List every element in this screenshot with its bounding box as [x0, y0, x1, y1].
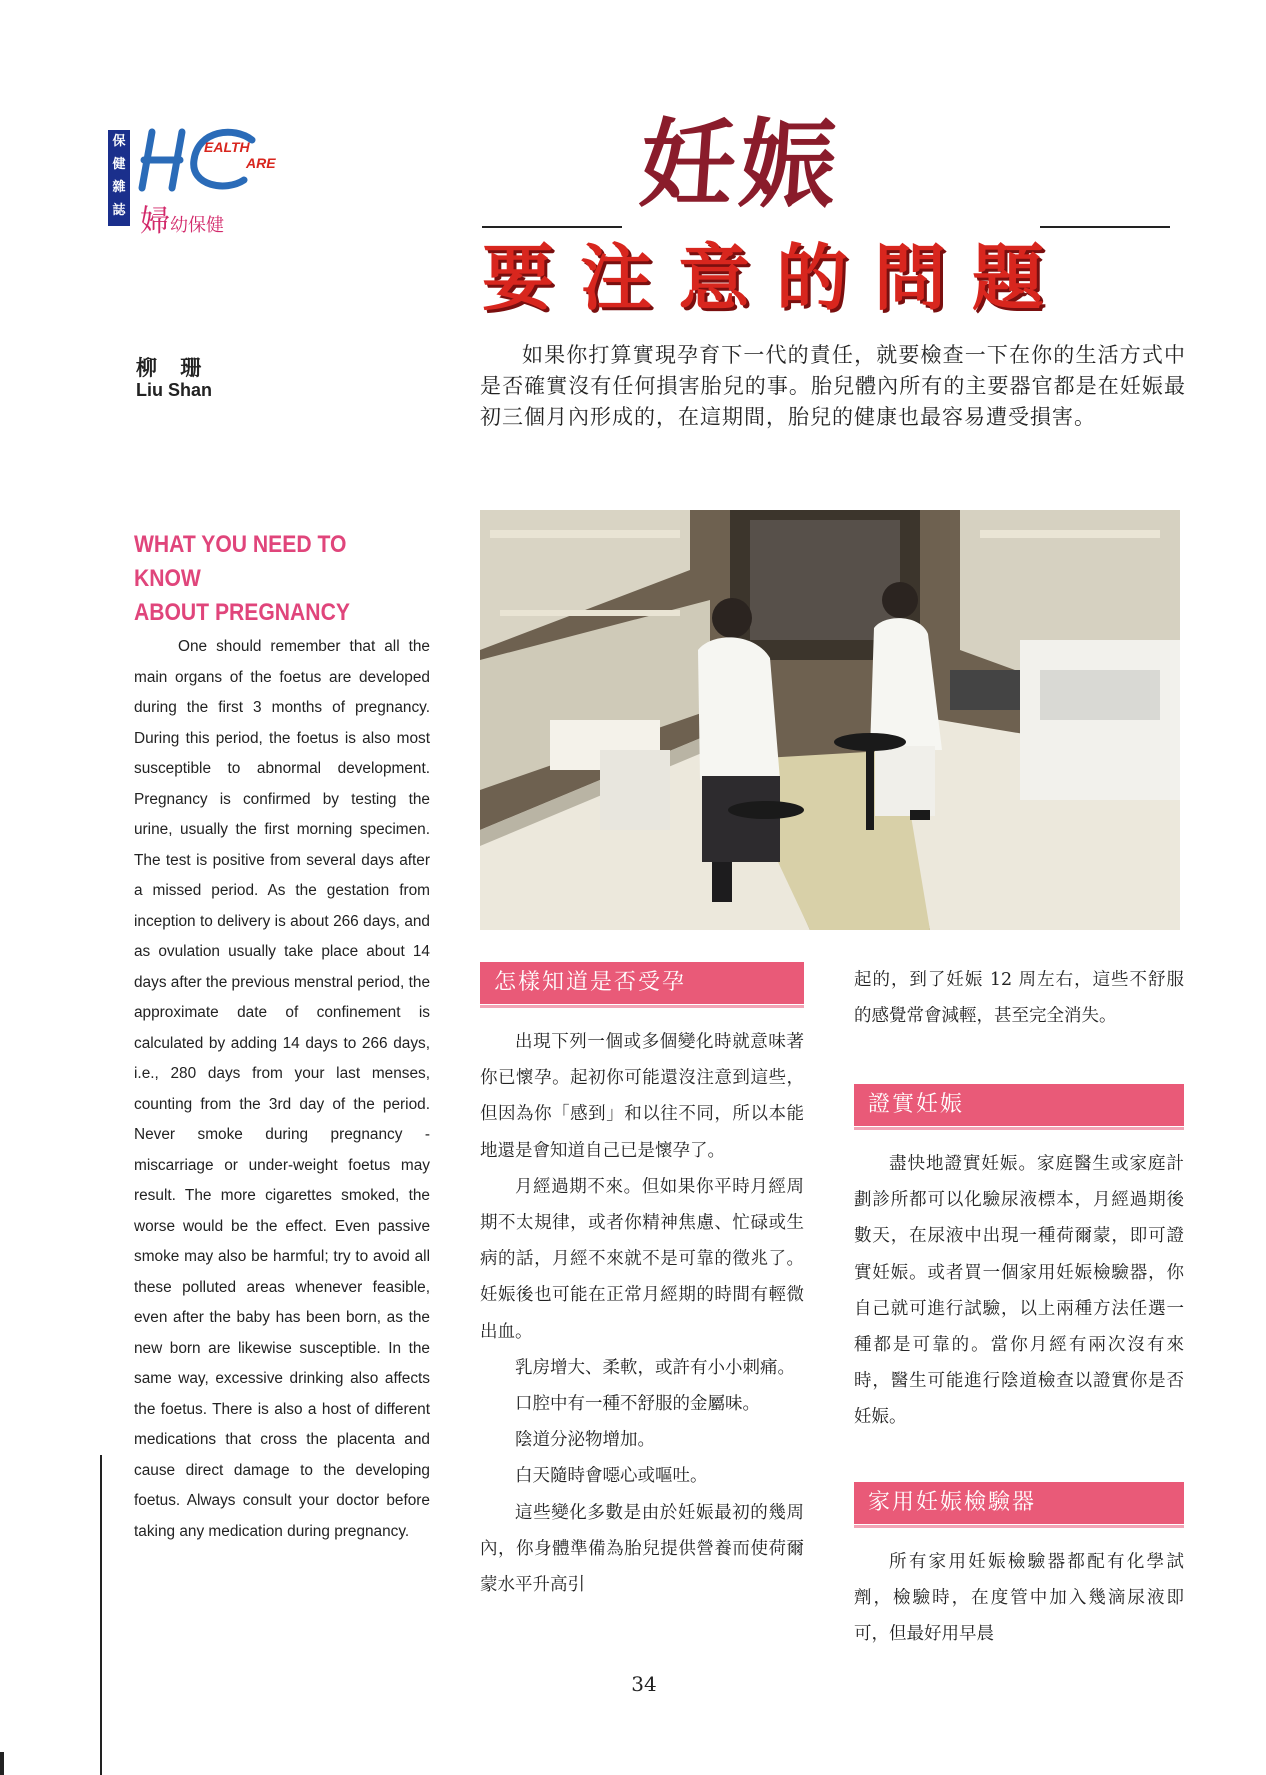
- laboratory-photo: [480, 510, 1180, 930]
- section-how-to-know-body: 出現下列一個或多個變化時就意味著你已懷孕。起初你可能還沒注意到這些，但因為你「感到」和以往不同，所以本能地還是會知道自己已是懷孕了。 月經過期不來。但如果你平時月經周期不太規律，或者你精神焦慮、忙碌或生病的話，月經不來就不是可靠的徵兆了。妊娠後也可能在正常月經期的時間有輕微出血。 乳房增大、柔軟，或許有小小刺痛。 口腔中有一種不舒服的金屬味。 陰道分泌物增加。 白天隨時會噁心或嘔吐。 這些變化多數是由於妊娠最初的幾周內，你身體準備為胎兒提供營養而使荷爾蒙水平升高引: [480, 1032, 804, 1596]
- section-heading-home-test-kit: 家用妊娠檢驗器: [854, 1482, 1184, 1524]
- english-article-body: One should remember that all the main organs of the foetus are developed during the first 3 months of pregnancy. During this period, the foetus is also most susceptible to abnormal development. Pregnancy is confirmed by testing the urine, usually the first morning specimen. The test is positive from several days after a missed period. As the gestation from inception to delivery is about 266 days, and as ovulation usually take place about 14 days after the previous menstral period, the approximate date of confinement is calculated by adding 14 days to 266 days, i.e., 280 days from your last menses, counting from the 3rd day of the period. Never smoke during pregnancy - miscarriage or under-weight foetus may result. The more cigarettes smoked, the worse would be the effect. Even passive smoke may also be harmful; try to avoid all these polluted areas whenever feasible, even after the baby has been born, as the new born are likewise susceptible. In the same way, excessive drinking also affects the foetus. There is also a host of different medications that cross the placenta and cause direct damage to the developing foetus. Always consult your doctor before taking any medication during pregnancy.: [134, 638, 430, 1540]
- main-title: 妊娠: [636, 108, 844, 221]
- title-rule-right: [1040, 226, 1170, 228]
- section-heading-confirm-pregnancy: 證實妊娠: [854, 1084, 1184, 1126]
- crop-mark: [0, 1752, 4, 1775]
- margin-rule: [100, 1455, 102, 1775]
- page-number: 34: [631, 1672, 657, 1696]
- svg-text:EALTH: EALTH: [204, 139, 250, 155]
- section-label: 婦幼保健: [140, 204, 224, 239]
- english-heading: WHAT YOU NEED TO KNOW ABOUT PREGNANCY: [134, 531, 350, 626]
- intro-paragraph: 如果你打算實現孕育下一代的責任，就要檢查一下在你的生活方式中是否確實沒有任何損害胎兒的事。胎兒體內所有的主要器官都是在妊娠最初三個月內形成的，在這期間，胎兒的健康也最容易遭受損害。: [480, 343, 1186, 429]
- healthcare-logo: [134, 124, 294, 198]
- svg-text:ARE: ARE: [246, 155, 276, 171]
- author-name-english: Liu Shan: [136, 380, 212, 400]
- title-rule-left: [482, 226, 622, 228]
- section-how-to-know-continuation: 起的，到了妊娠 12 周左右，這些不舒服的感覺常會減輕，甚至完全消失。: [854, 970, 1184, 1027]
- section-home-test-kit-body: 所有家用妊娠檢驗器都配有化學試劑，檢驗時，在度管中加入幾滴尿液即可，但最好用早晨: [854, 1552, 1184, 1645]
- section-confirm-pregnancy-body: 盡快地證實妊娠。家庭醫生或家庭計劃診所都可以化驗尿液標本，月經過期後數天，在尿液中出現一種荷爾蒙，即可證實妊娠。或者買一個家用妊娠檢驗器，你自己就可進行試驗，以上兩種方法任選一種都是可靠的。當你月經有兩次沒有來時，醫生可能進行陰道檢查以證實你是否妊娠。: [854, 1154, 1184, 1428]
- sub-title: 要注意的問題: [482, 236, 1071, 320]
- magazine-vertical-label: 保 健 雜 誌: [108, 130, 130, 226]
- author-name-chinese: 柳 珊: [136, 356, 210, 380]
- section-heading-how-to-know: 怎樣知道是否受孕: [480, 962, 804, 1004]
